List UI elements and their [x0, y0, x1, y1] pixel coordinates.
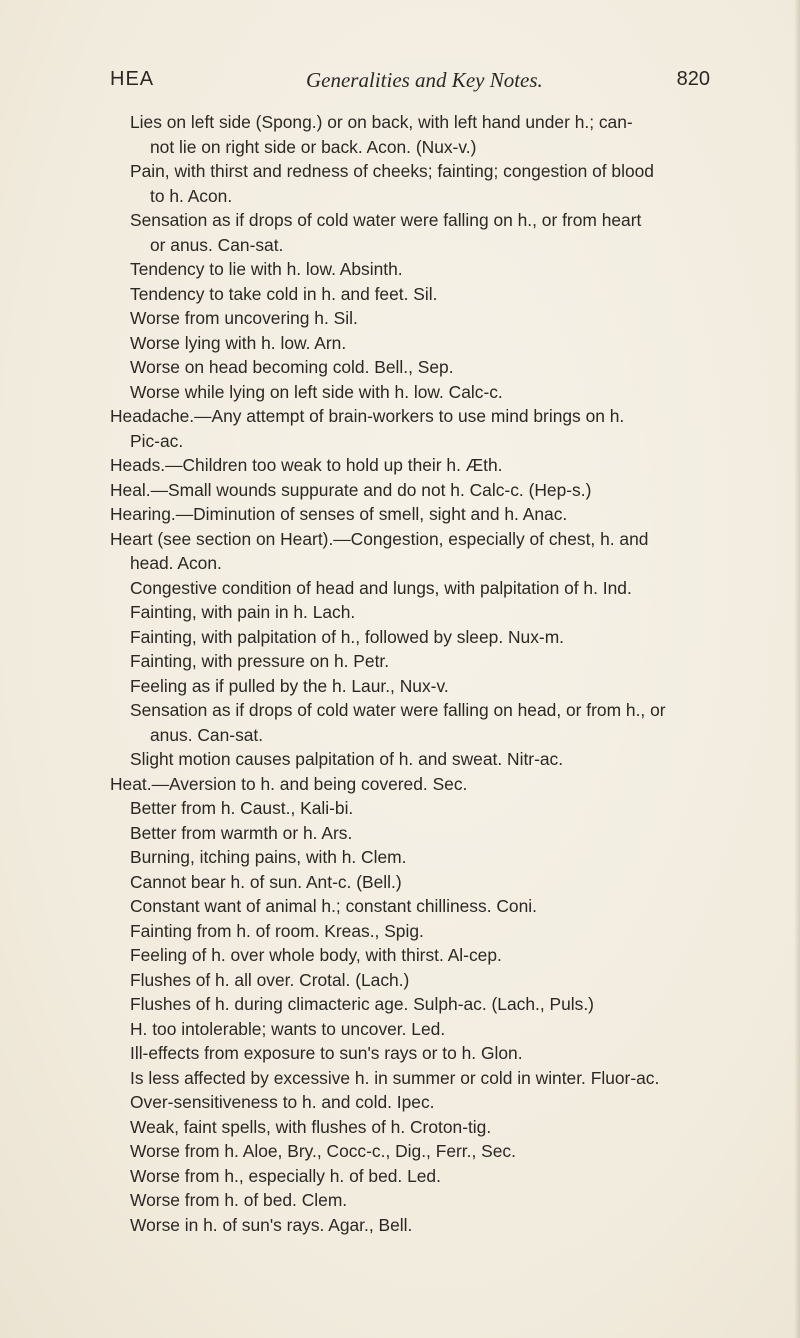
entry-line: Over-sensitiveness to h. and cold. Ipec.	[130, 1092, 435, 1112]
sub-entry	[110, 159, 750, 208]
section-label: HEA	[110, 68, 155, 90]
sub-entry	[110, 600, 750, 625]
entry-line: Ill-effects from exposure to sun's rays or to h. Glon.	[130, 1043, 523, 1063]
entry-line: Sensation as if drops of cold water were falling on head, or from h., or	[130, 700, 666, 720]
entry-line: Pic-ac.	[130, 430, 184, 451]
entry-line: Tendency to take cold in h. and feet. Sil.	[130, 283, 438, 304]
entry-line: Feeling as if pulled by the h. Laur., Nux-v.	[130, 675, 449, 696]
entry-line: Is less affected by excessive h. in summer or cold in winter. Fluor-ac.	[130, 1067, 660, 1088]
sub-entry	[110, 208, 750, 257]
heading-entry	[110, 404, 750, 453]
sub-entry	[110, 796, 750, 821]
running-header	[110, 68, 710, 98]
sub-entry	[110, 576, 750, 601]
entry-line: Heads.—Children too weak to hold up their h. Æth.	[110, 455, 503, 475]
entry-line: Headache.—Any attempt of brain-workers to use mind brings on h.	[110, 406, 625, 426]
entry-line: Worse in h. of sun's rays. Agar., Bell.	[130, 1214, 413, 1235]
entry-line: Heart (see section on Heart).—Congestion, especially of chest, h. and	[110, 528, 649, 549]
sub-entry	[110, 1139, 750, 1164]
entry-line: Fainting, with pain in h. Lach.	[130, 602, 356, 622]
sub-entry	[110, 674, 750, 699]
entry-line: Tendency to lie with h. low. Absinth.	[130, 259, 403, 279]
entry-line: Heat.—Aversion to h. and being covered. Sec.	[110, 773, 468, 794]
sub-entry	[110, 355, 750, 380]
sub-entry	[110, 331, 750, 356]
sub-entry	[110, 992, 750, 1017]
entry-line: Heal.—Small wounds suppurate and do not h. Calc-c. (Hep-s.)	[110, 479, 592, 500]
entry-line: or anus. Can-sat.	[150, 234, 284, 255]
heading-entry	[110, 453, 750, 478]
sub-entry	[110, 257, 750, 282]
sub-entry	[110, 919, 750, 944]
sub-entry	[110, 747, 750, 772]
entry-line: Burning, itching pains, with h. Clem.	[130, 847, 407, 867]
sub-entry	[110, 1090, 750, 1115]
sub-entry	[110, 1041, 750, 1066]
sub-entry	[110, 698, 750, 747]
entry-line: Fainting, with palpitation of h., followed by sleep. Nux-m.	[130, 626, 565, 647]
entry-line: Worse from h. of bed. Clem.	[130, 1190, 348, 1210]
entry-line: Sensation as if drops of cold water were falling on h., or from heart	[130, 210, 642, 230]
entry-line: Worse from h., especially h. of bed. Led.	[130, 1165, 441, 1186]
sub-entry	[110, 306, 750, 331]
entry-line: Fainting, with pressure on h. Petr.	[130, 651, 390, 671]
page-number: 820	[676, 68, 710, 90]
sub-entry	[110, 282, 750, 307]
entry-line: to h. Acon.	[150, 185, 233, 206]
entry-line: Lies on left side (Spong.) or on back, with left hand under h.; can-	[130, 112, 633, 132]
entry-list	[110, 110, 750, 1237]
sub-entry	[110, 1213, 750, 1238]
page-edge-shadow	[794, 0, 800, 1338]
sub-entry	[110, 1164, 750, 1189]
sub-entry	[110, 1188, 750, 1213]
heading-entry	[110, 502, 750, 527]
sub-entry	[110, 821, 750, 846]
entry-line: Flushes of h. all over. Crotal. (Lach.)	[130, 969, 410, 990]
heading-entry	[110, 527, 750, 576]
entry-line: Slight motion causes palpitation of h. and sweat. Nitr-ac.	[130, 749, 564, 769]
heading-entry	[110, 772, 750, 797]
entry-line: Cannot bear h. of sun. Ant-c. (Bell.)	[130, 871, 402, 892]
entry-line: Fainting from h. of room. Kreas., Spig.	[130, 920, 424, 941]
heading-entry	[110, 478, 750, 503]
sub-entry	[110, 943, 750, 968]
entry-line: Worse while lying on left side with h. low. Calc-c.	[130, 381, 503, 402]
sub-entry	[110, 625, 750, 650]
entry-line: Worse on head becoming cold. Bell., Sep.	[130, 357, 454, 377]
sub-entry	[110, 894, 750, 919]
sub-entry	[110, 380, 750, 405]
entry-line: Flushes of h. during climacteric age. Sulph-ac. (Lach., Puls.)	[130, 994, 594, 1014]
entry-line: Constant want of animal h.; constant chilliness. Coni.	[130, 896, 537, 916]
entry-line: Better from h. Caust., Kali-bi.	[130, 798, 354, 818]
sub-entry	[110, 968, 750, 993]
entry-line: Worse from h. Aloe, Bry., Cocc-c., Dig., Ferr., Sec.	[130, 1141, 516, 1161]
sub-entry	[110, 870, 750, 895]
sub-entry	[110, 1115, 750, 1140]
entry-line: Better from warmth or h. Ars.	[130, 822, 353, 843]
entry-line: Feeling of h. over whole body, with thirst. Al-cep.	[130, 945, 502, 965]
page-title: Generalities and Key Notes.	[306, 68, 543, 92]
entry-line: head. Acon.	[130, 553, 222, 573]
entry-line: not lie on right side or back. Acon. (Nux-v.)	[150, 136, 477, 157]
sub-entry	[110, 110, 750, 159]
entry-line: Hearing.—Diminution of senses of smell, sight and h. Anac.	[110, 504, 568, 524]
entry-line: Weak, faint spells, with flushes of h. Croton-tig.	[130, 1116, 492, 1137]
entry-line: Worse from uncovering h. Sil.	[130, 308, 358, 328]
sub-entry	[110, 1066, 750, 1091]
sub-entry	[110, 649, 750, 674]
sub-entry	[110, 1017, 750, 1042]
entry-line: H. too intolerable; wants to uncover. Led.	[130, 1018, 446, 1039]
entry-line: anus. Can-sat.	[150, 724, 264, 745]
entry-line: Pain, with thirst and redness of cheeks; fainting; congestion of blood	[130, 161, 654, 181]
entry-line: Congestive condition of head and lungs, with palpitation of h. Ind.	[130, 577, 632, 598]
sub-entry	[110, 845, 750, 870]
entry-line: Worse lying with h. low. Arn.	[130, 332, 347, 353]
